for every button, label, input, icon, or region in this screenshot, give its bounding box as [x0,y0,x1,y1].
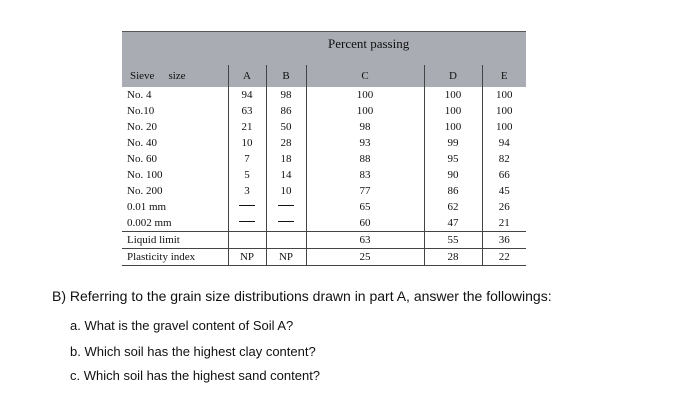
table-row [122,167,526,183]
sieve-table [122,65,526,266]
dash-mark [239,221,255,222]
row-label: Liquid limit [122,232,228,249]
dash-mark [278,205,294,206]
cell-b: NP [266,249,306,266]
row-label: No. 4 [122,87,228,103]
cell-a: 5 [228,167,266,183]
cell-e: 21 [498,217,510,229]
table-row [122,183,526,199]
cell-b: 98 [266,87,306,103]
cell-b: 10 [266,183,306,199]
cell-e: 45 [498,185,510,197]
dash-mark [278,221,294,222]
question-intro: B) Referring to the grain size distributions drawn in part A, answer the followings: [52,288,552,304]
cell-b: 86 [266,103,306,119]
row-label: 0.01 mm [122,199,228,215]
soil-d-header: D [424,65,482,87]
cell-a: 94 [228,87,266,103]
table-row [122,215,526,232]
column-header-row [122,65,526,87]
cell-c: 98 [306,119,424,135]
cell-c: 25 [306,249,424,266]
cell-c: 63 [306,232,424,249]
cell-d: 95 [424,151,482,167]
cell-d: 90 [424,167,482,183]
question-a: a. What is the gravel content of Soil A? [70,318,294,333]
cell-b-empty [266,215,306,232]
cell-e: 100 [496,105,513,117]
cell-a: NP [228,249,266,266]
cell-b: 18 [266,151,306,167]
cell-e: 36 [482,232,526,249]
table-row [122,87,526,103]
cell-b: 28 [266,135,306,151]
soil-a-header: A [228,65,266,87]
cell-c: 100 [306,103,424,119]
cell-a [228,232,266,249]
table-row [122,103,526,119]
cell-d: 28 [424,249,482,266]
row-label: No. 40 [122,135,228,151]
row-label: No. 200 [122,183,228,199]
table-row [122,135,526,151]
cell-a: 10 [228,135,266,151]
cell-b: 14 [266,167,306,183]
cell-a-empty [228,199,266,215]
table-row [122,199,526,215]
cell-d: 62 [424,199,482,215]
cell-d: 100 [424,103,482,119]
cell-a: 21 [228,119,266,135]
cell-d: 86 [424,183,482,199]
liquid-limit-row [122,232,526,249]
cell-a: 3 [228,183,266,199]
cell-e: 66 [498,169,510,181]
cell-b-empty [266,199,306,215]
cell-c: 88 [306,151,424,167]
cell-d: 55 [424,232,482,249]
cell-b [266,232,306,249]
percent-passing-table [122,31,526,276]
cell-c: 83 [306,167,424,183]
dash-mark [239,205,255,206]
table-title: Percent passing [328,36,410,51]
cell-e: 82 [498,153,510,165]
row-label: Plasticity index [122,249,228,266]
cell-c: 77 [306,183,424,199]
row-label: No. 60 [122,151,228,167]
soil-c-header: C [306,65,424,87]
question-c: c. Which soil has the highest sand content? [70,368,321,383]
cell-c: 60 [306,215,424,232]
cell-a: 63 [228,103,266,119]
cell-c: 65 [306,199,424,215]
table-row [122,151,526,167]
row-label: 0.002 mm [122,215,228,232]
table-row [122,119,526,135]
cell-d: 47 [424,215,482,232]
row-label: No. 20 [122,119,228,135]
soil-b-header: B [266,65,306,87]
row-label: No.10 [122,103,228,119]
cell-e: 22 [482,249,526,266]
cell-e: 100 [496,121,513,133]
cell-d: 100 [424,119,482,135]
soil-e-header: E [482,65,526,87]
table-header-band [122,32,526,65]
cell-e: 94 [498,137,510,149]
cell-a-empty [228,215,266,232]
question-b: b. Which soil has the highest clay content? [70,344,316,359]
cell-d: 100 [424,87,482,103]
cell-e: 26 [498,201,510,213]
cell-c: 100 [306,87,424,103]
cell-d: 99 [424,135,482,151]
row-label: No. 100 [122,167,228,183]
cell-e: 100 [496,89,513,101]
cell-c: 93 [306,135,424,151]
plasticity-index-row [122,249,526,266]
cell-a: 7 [228,151,266,167]
cell-b: 50 [266,119,306,135]
sieve-size-header: Sieve size [122,65,228,87]
